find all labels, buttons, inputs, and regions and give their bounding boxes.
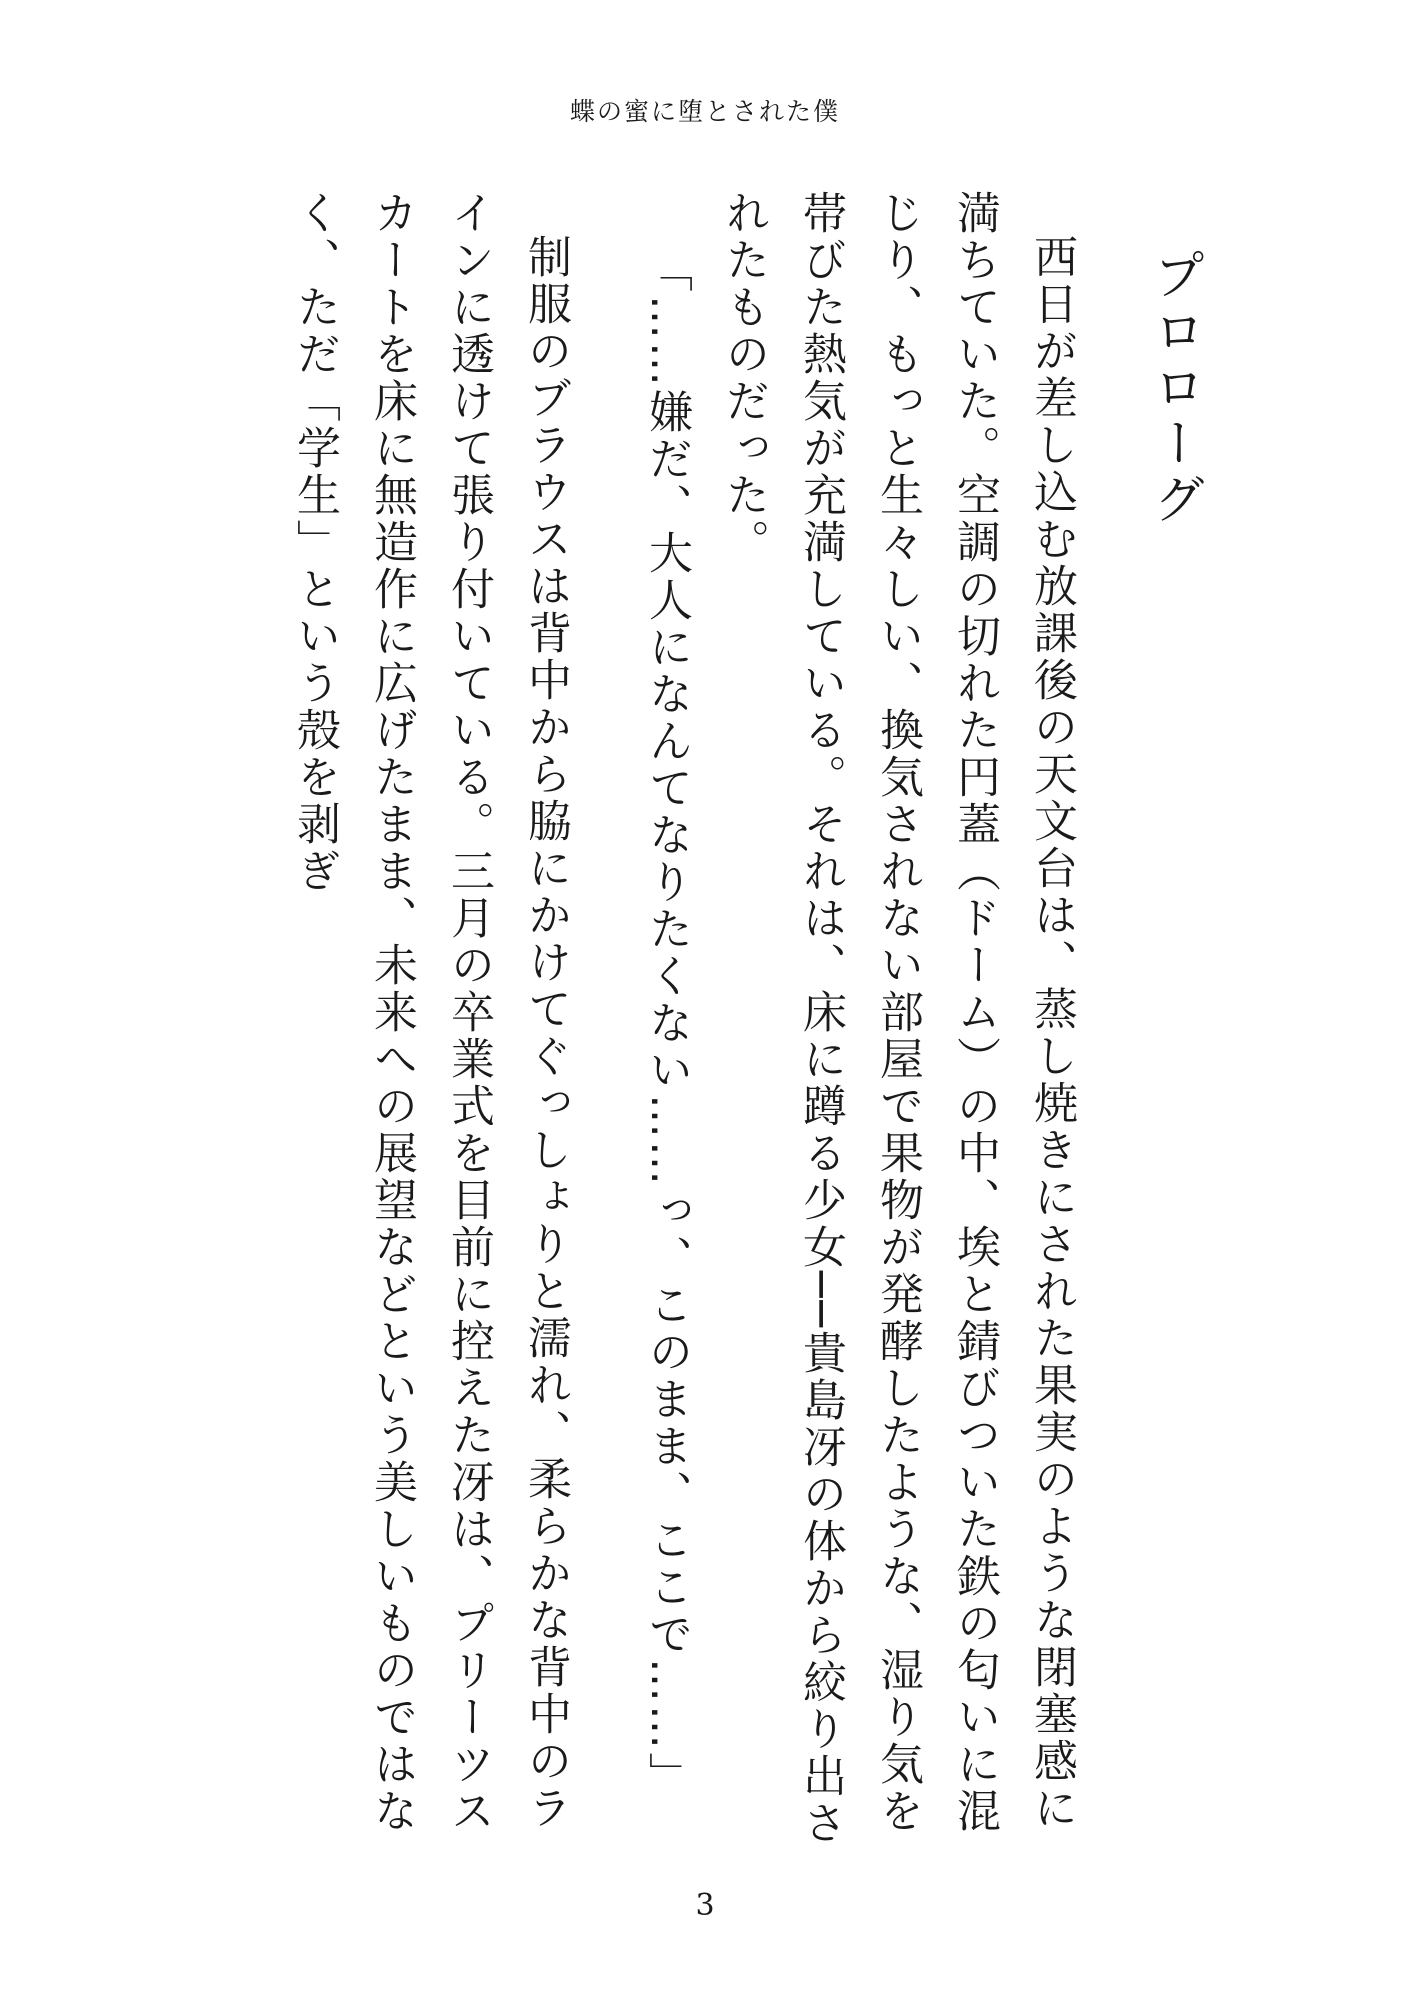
paragraph: 西日が差し込む放課後の天文台は、蒸し焼きにされた果実のような閉塞感に満ちていた。空調の切れた円蓋（ドーム）の中、埃と錆びついた鉄の匂いに混じり、もっと生々しい、換気されない部屋で果物が発酵したような、湿り気を帯びた熱気が充満している。それは、床に蹲る少女──貴島冴の体から絞り出されたものだった。 <box>718 190 1077 1847</box>
page-number: 3 <box>695 1888 715 1923</box>
dialogue-line: 「……嫌だ、大人になんてなりたくない……っ、このまま、ここで……」 <box>641 248 692 1799</box>
running-header: 蝶の蜜に堕とされた僕 <box>569 97 840 126</box>
vertical-text-block <box>222 190 1212 1850</box>
paragraph: 制服のブラウスは背中から脇にかけてぐっしょりと濡れ、柔らかな背中のラインに透けて張り付いている。三月の卒業式を目前に控えた冴は、プリーツスカートを床に無造作に広げたまま、未来への展望などという美しいものではなく、ただ「学生」という殻を剥ぎ <box>289 190 571 1835</box>
chapter-title: プロローグ <box>1144 248 1204 528</box>
